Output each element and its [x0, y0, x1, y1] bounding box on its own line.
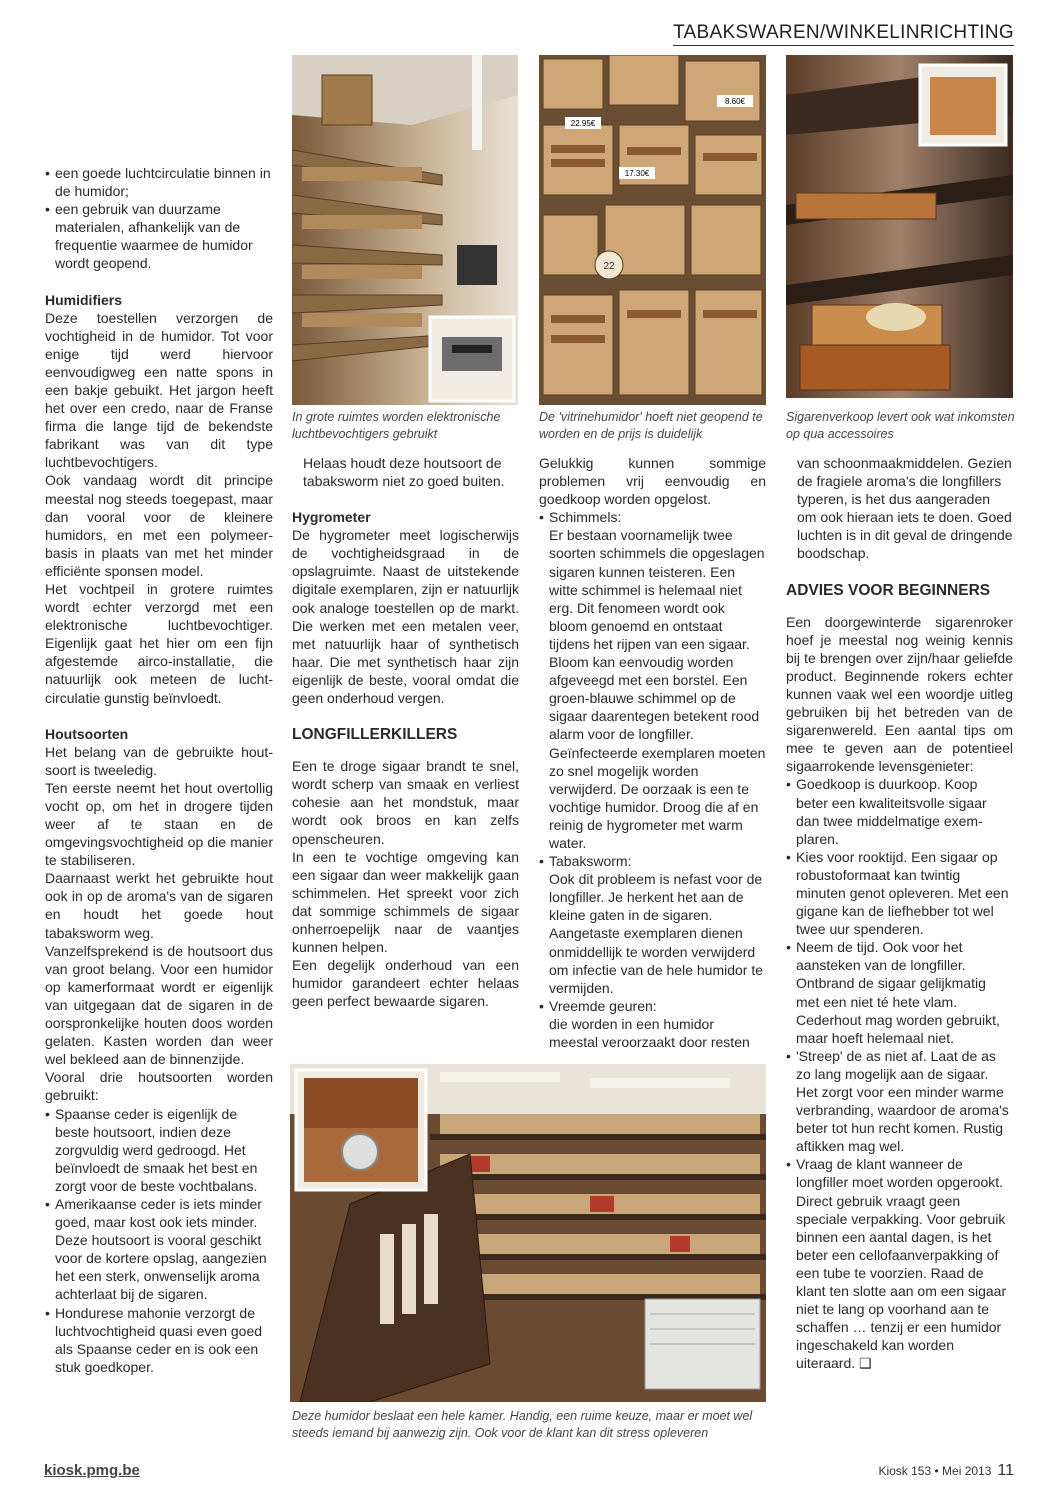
- caption-photo-4: Deze humidor beslaat een hele kamer. Handig, een ruime keuze, maar er moet wel steeds iemand bij aanwezig zijn. Ook voor de klant kan dit stress opleveren: [292, 1409, 753, 1440]
- paragraph: Ten eerste neemt het hout overtollig vocht op, om het in drogere tijden weer af te staan en de omgevingsvochtigheid op die manier te stabiliseren.: [45, 779, 273, 869]
- paragraph: Daarnaast werkt het gebruikte hout ook in op de aroma's van de sigaren en houdt het goede hout tabaksworm weg.: [45, 870, 273, 941]
- photo-humidor-room: [290, 1064, 766, 1402]
- paragraph: In een te vochtige omgeving kan een sigaar dan weer makkelijk gaan schimmelen. Het spreekt voor zich dat sommige schimmels de sigaar onherroepelijk naar de vaantjes kunnen helpen.: [292, 848, 519, 956]
- heading-houtsoorten: Houtsoorten: [45, 725, 129, 742]
- section-title: TABAKSWAREN/WINKELINRICHTING: [673, 22, 1014, 46]
- list-item: • Kies voor rooktijd. Een sigaar op robustoformaat kan twintig minuten genot opleveren. Met een gigane kan de liefhebber tot wel twee uur spenderen.: [786, 848, 1013, 938]
- paragraph: van schoonmaakmiddelen. Gezien de fragiele aroma's die longfillers typeren, is het dus aangeraden om ook hieraan iets te doen. Goed luchten is in dit geval de dringende boodschap.: [797, 455, 1013, 562]
- list-item: [539, 997, 766, 1051]
- column-3: [539, 454, 766, 1051]
- bullet-text: Ook dit probleem is nefast voor de longfiller. Je herkent het aan de kleine gaten in de sigaren. Aangetaste exemplaren dienen onmiddellijk te worden verwijderd om infectie van de hele humidor te vermijden.: [549, 871, 764, 996]
- bullet-title: Tabaksworm:: [549, 853, 632, 870]
- list-item: • Amerikaanse ceder is iets minder goed, maar kost ook iets minder. Deze houtsoort is vooral geschikt voor de kortere opslag, aangezien het een sterk, onwenselijk aroma achterlaat bij de sigaren.: [45, 1195, 273, 1304]
- photo-accessories: [786, 55, 1013, 398]
- paragraph: Een degelijk onderhoud van een humidor garandeert echter helaas geen perfect bewaarde sigaren.: [292, 957, 519, 1010]
- column-1: [45, 164, 273, 1376]
- paragraph: Het vochtpeil in grotere ruimtes wordt echter verzorgd met een elektronische luchtbevochtiger. Eigenlijk gaat het hier om een fijn afgestemde airco-installatie, die natuurlijk ook meteen de luchtcirculatie gunstig beïnvloedt.: [45, 580, 273, 706]
- paragraph: Vooral drie houtsoorten worden gebruikt:: [45, 1069, 273, 1104]
- price-tag-2: 8.60€: [724, 97, 746, 106]
- list-item: • Neem de tijd. Ook voor het aansteken van de longfiller. Ontbrand de sigaar gelijkmatig met een niet té hete vlam. Cederhout mag worden gebruikt, maar hoeft helemaal niet.: [786, 938, 1013, 1047]
- issue-label: Kiosk 153 • Mei 2013: [878, 1464, 992, 1478]
- heading-longfillerkillers: LONGFILLERKILLERS: [292, 726, 458, 744]
- intro-bullet-list: [45, 164, 273, 273]
- footer-site-link[interactable]: kiosk.pmg.be: [44, 1462, 140, 1479]
- footer-issue-info: [878, 1462, 1014, 1480]
- photo-vitrine-humidor: [539, 55, 766, 405]
- paragraph: Gelukkig kunnen sommige problemen vrij eenvoudig en goedkoop worden opgelost.: [539, 455, 766, 508]
- paragraph: De hygrometer meet logischerwijs de vochtigheidsgraad in de opslagruimte. Naast de uitstekende digitale exemplaren, zijn er natuurlijk ook analoge toestellen op de markt. Die werken met een metalen veer, met natuurlijk haar of synthetisch haar. Die met synthetisch haar zijn eigenlijk de beste, vooral omdat die geen onderhoud vergen.: [292, 527, 519, 707]
- paragraph: Deze toestellen verzorgen de vochtigheid in de humidor. Tot voor enige tijd werd hiervoor eenvoudigweg een natte spons in een bakje gebuikt. Het jargon heeft het over een credo, naar de Franse firma die lange tijd de bekendste fabrikant was van dit type luchtbevochtigers.: [45, 309, 273, 471]
- wood-bullet-list: [45, 1105, 273, 1376]
- list-item: • Goedkoop is duurkoop. Koop beter een kwaliteitsvolle sigaar dan twee middelmatige exemplaren.: [786, 775, 1013, 847]
- list-item: • Spaanse ceder is eigenlijk de beste houtsoort, indien deze zorgvuldig werd gedroogd. Het beïnvloedt de smaak het best en zorgt voor de beste vochtbalans.: [45, 1105, 273, 1195]
- list-item: [539, 508, 766, 852]
- paragraph: Ook vandaag wordt dit principe meestal nog steeds toegepast, maar dan vooral voor de kleinere humidors, en met een polymeerbasis in plaats van met het minder efficiënte sponsen model.: [45, 472, 273, 579]
- bullet-title: Vreemde geuren:: [549, 997, 657, 1014]
- paragraph: Vanzelfsprekend is de houtsoort dus van groot belang. Voor een humidor op kamerformaat wordt er eigenlijk van uitgegaan dat de sigaren in de oorspronkelijke houten doos worden gelaten. Kasten worden dan weer wel bekleed aan de binnenzijde.: [45, 942, 273, 1068]
- list-item: • Hondurese mahonie verzorgt de luchtvochtigheid quasi even goed als Spaanse ceder en is ook een stuk goedkoper.: [45, 1304, 273, 1376]
- photo-humidifier-room: [292, 55, 518, 405]
- caption-photo-1: In grote ruimtes worden elektronische luchtbevochtigers gebruikt: [292, 410, 501, 441]
- bullet-text: Er bestaan voornamelijk twee soorten schimmels die opgeslagen sigaren kunnen teisteren. Een witte schimmel is helemaal niet erg. Dit fenomeen wordt ook bloom genoemd en ontstaat tijdens het rijpen van een sigaar. Bloom kan eenvoudig worden afgeveegd met een borstel. Een groen-blauwe schimmel op de sigaar daarentegen betekent rood alarm voor de longfiller. Geïnfecteerde exemplaren moeten zo snel mogelijk worden verwijderd. De oorzaak is een te vochtige humidor. Droog die af en reinig de hygrometer met warm water.: [549, 527, 766, 851]
- paragraph: Een doorgewinterde sigarenroker hoef je meestal nog weinig kennis bij te brengen over zijn/haar geliefde product. Beginnende rokers echter kunnen vaak wel een woordje uitleg gebruiken bij het betreden van de sigarenwereld. Een aantal tips om mee te geven aan de potentieel sigaarrokende levensgenieter:: [786, 613, 1013, 775]
- price-tag-3: 17.30€: [624, 169, 650, 178]
- list-item: [539, 852, 766, 997]
- price-tag-1: 22.95€: [570, 119, 596, 128]
- bullet-title: Schimmels:: [549, 509, 622, 526]
- caption-photo-3: Sigarenverkoop levert ook wat inkomsten op qua accessoires: [786, 410, 1015, 441]
- heading-hygrometer: Hygrometer: [292, 509, 371, 526]
- tips-bullet-list: [786, 775, 1013, 1372]
- column-2: [292, 454, 519, 1010]
- paragraph: Een te droge sigaar brandt te snel, wordt scherp van smaak en verliest cohesie aan het mondstuk, maar wordt ook broos en kan zelfs openscheuren.: [292, 758, 519, 847]
- problem-bullet-list: [539, 508, 766, 1051]
- list-item: • een gebruik van duurzame materialen, afhankelijk van de frequentie waarmee de humidor wordt geopend.: [45, 200, 273, 272]
- caption-photo-2: De 'vitrinehumidor' hoeft niet geopend te worden en de prijs is duidelijk: [539, 410, 763, 441]
- heading-humidifiers: Humidifiers: [45, 291, 123, 308]
- list-item: • een goede luchtcirculatie binnen in de humidor;: [45, 164, 273, 200]
- page-number: 11: [997, 1462, 1014, 1479]
- paragraph: Het belang van de gebruikte houtsoort is tweeledig.: [45, 743, 273, 778]
- column-4: [786, 454, 1013, 1373]
- list-item: • Vraag de klant wanneer de longfiller moet worden opgerookt. Direct gebruik vraagt geen speciale verpakking. Voor gebruik binnen een aantal dagen, is het beter een cellofaanverpakking of een tube te voorzien. Raad de klant ten slotte aan om een sigaar niet te lang op voorhand aan te schaffen … tenzij er een humidor ingeschakeld kan worden uiteraard. ❑: [786, 1155, 1013, 1372]
- bullet-text: die worden in een humidor meestal veroorzaakt door resten: [549, 1015, 750, 1050]
- paragraph: Helaas houdt deze houtsoort de tabaksworm niet zo goed buiten.: [303, 455, 505, 490]
- box-number: 22: [603, 261, 615, 272]
- list-item: • 'Streep' de as niet af. Laat de as zo lang mogelijk aan de sigaar. Het zorgt voor een minder warme verbranding, waardoor de aroma's beter tot hun recht komen. Rustig aftikken mag wel.: [786, 1047, 1013, 1156]
- heading-advies: ADVIES VOOR BEGINNERS: [786, 581, 991, 599]
